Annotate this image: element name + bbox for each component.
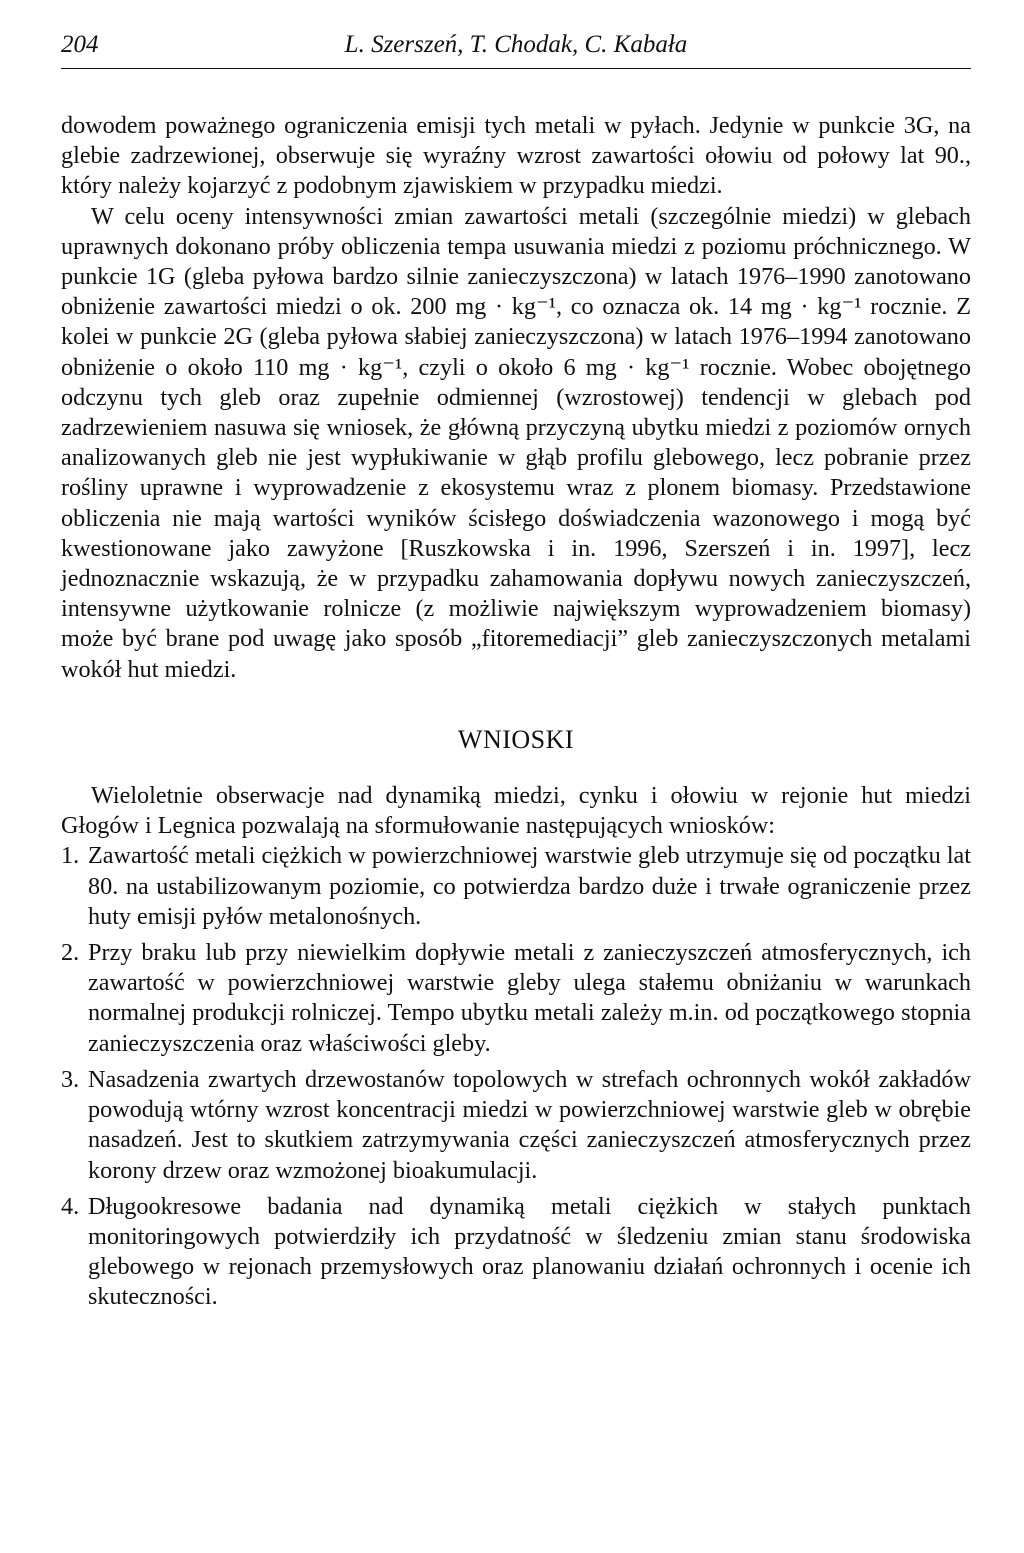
- conclusions-list: [61, 841, 971, 1312]
- running-header: [61, 22, 971, 69]
- paragraph-copper-removal: W celu oceny intensywności zmian zawartości metali (szczególnie miedzi) w glebach uprawnych dokonano próby obliczenia tempa usuwania miedzi z poziomu próchnicznego. W punkcie 1G (gleba pyłowa bardzo silnie zanieczyszczona) w latach 1976–1990 zanotowano obniżenie zawartości miedzi o ok. 200 mg · kg⁻¹, co oznacza ok. 14 mg · kg⁻¹ rocznie. Z kolei w punkcie 2G (gleba pyłowa słabiej zanieczyszczona) w latach 1976–1994 zanotowano obniżenie o około 110 mg · kg⁻¹, czyli o około 6 mg · kg⁻¹ rocznie. Wobec obojętnego odczynu tych gleb oraz zupełnie odmiennej (wzrostowej) tendencji w glebach pod zadrzewieniem nasuwa się wniosek, że główną przyczyną ubytku miedzi z poziomów ornych analizowanych gleb nie jest wypłukiwanie w głąb profilu glebowego, lecz pobranie przez rośliny uprawne i wyprowadzenie z ekosystemu wraz z plonem biomasy. Przedstawione obliczenia nie mają wartości wyników ścisłego doświadczenia wazonowego i mogą być kwestionowane jako zawyżone [Ruszkowska i in. 1996, Szerszeń i in. 1997], lecz jednoznacznie wskazują, że w przypadku zahamowania dopływu nowych zanieczyszczeń, intensywne użytkowanie rolnicze (z możliwie największym wyprowadzeniem biomasy) może być brane pod uwagę jako sposób „fitoremediacji” gleb zanieczyszczonych metalami wokół hut miedzi.: [61, 202, 971, 683]
- body-text: [61, 111, 971, 1313]
- conclusion-item: [61, 1065, 971, 1186]
- conclusion-text: Zawartość metali ciężkich w powierzchniowej warstwie gleb utrzymuje się od początku lat 80. na ustabilizowanym poziomie, co potwierdza bardzo duże i trwałe ograniczenie przez huty emisji pyłów metalonośnych.: [88, 842, 971, 930]
- paragraph-continued: dowodem poważnego ograniczenia emisji tych metali w pyłach. Jedynie w punkcie 3G, na glebie zadrzewionej, obserwuje się wyraźny wzrost zawartości ołowiu od połowy lat 90., który należy kojarzyć z podobnym zjawiskiem w przypadku miedzi.: [61, 112, 971, 200]
- document-page: [61, 22, 971, 1319]
- conclusion-text: Nasadzenia zwartych drzewostanów topolowych w strefach ochronnych wokół zakładów powodują wtórny wzrost koncentracji miedzi w powierzchniowej warstwie gleb w obrębie nasadzeń. Jest to skutkiem zatrzymywania części zanieczyszczeń atmosferycznych przez korony drzew oraz wzmożonej bioakumulacji.: [88, 1065, 971, 1184]
- conclusion-number: 4.: [61, 1192, 80, 1220]
- conclusion-item: [61, 841, 971, 932]
- conclusion-item: [61, 1192, 971, 1313]
- conclusion-number: 2.: [61, 939, 80, 967]
- conclusions-intro: Wieloletnie obserwacje nad dynamiką miedzi, cynku i ołowiu w rejonie hut miedzi Głogów i Legnica pozwalają na sformułowanie następujących wniosków:: [61, 782, 971, 840]
- conclusion-number: 1.: [61, 842, 80, 870]
- conclusion-text: Przy braku lub przy niewielkim dopływie metali z zanieczyszczeń atmosferycznych, ich zawartość w powierzchniowej warstwie gleby ulega stałemu obniżaniu w warunkach normalnej produkcji rolniczej. Tempo ubytku metali zależy m.in. od początkowego stopnia zanieczyszczenia oraz właściwości gleby.: [88, 939, 971, 1057]
- running-header-authors: L. Szerszeń, T. Chodak, C. Kabała: [344, 31, 688, 58]
- page-number: 204: [61, 31, 99, 58]
- section-heading-conclusions: WNIOSKI: [457, 724, 575, 754]
- conclusion-text: Długookresowe badania nad dynamiką metali ciężkich w stałych punktach monitoringowych potwierdziły ich przydatność w śledzeniu zmian stanu środowiska glebowego w rejonach przemysłowych oraz planowaniu działań ochronnych i ocenie ich skuteczności.: [88, 1192, 971, 1311]
- conclusion-item: [61, 938, 971, 1059]
- conclusion-number: 3.: [61, 1065, 80, 1093]
